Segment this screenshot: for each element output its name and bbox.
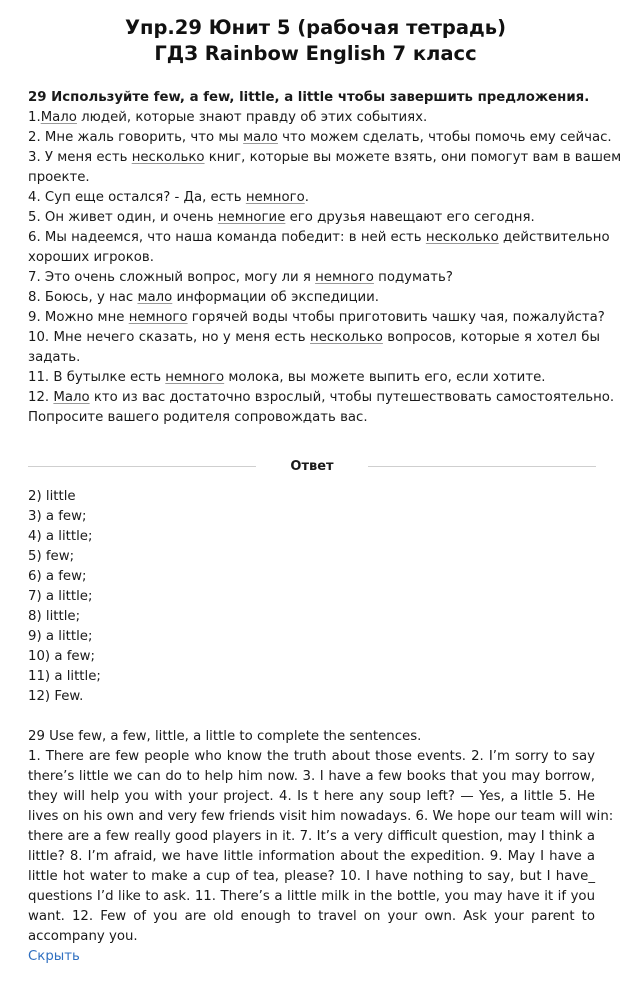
task-russian (28, 88, 622, 428)
answer-item: 11) a little; (28, 669, 101, 684)
sentence-text: 8. Боюсь, у нас (28, 290, 138, 305)
task-english (28, 727, 614, 947)
divider-rule-right (368, 466, 596, 467)
title-line-1: Упр.29 Юнит 5 (рабочая тетрадь) (124, 16, 507, 39)
task-sentence (28, 368, 600, 388)
english-line: they will help you with your project. 4. Is t here any soup left? — Yes, a little 5. He (28, 789, 595, 804)
english-line: lives on his own and very few friends visit him nowadays. 6. We hope our team will win: (28, 809, 614, 824)
underlined-word: мало (137, 290, 173, 305)
underlined-word: мало (243, 130, 278, 145)
task-sentence (28, 108, 600, 128)
english-line: little hot water to make a cup of tea, please? 10. I have nothing to say, but I have_ (28, 869, 595, 884)
answer-divider (28, 457, 596, 477)
title-line-2: ГДЗ Rainbow English 7 класс (154, 42, 477, 65)
english-heading: 29 Use few, a few, little, a little to complete the sentences. (28, 729, 422, 744)
underlined-word: немного (128, 310, 188, 325)
english-line: 1. There are few people who know the truth about those events. 2. I’m sorry to say (28, 749, 595, 764)
task-sentence (28, 208, 600, 228)
task-sentence (28, 388, 615, 408)
task-sentence (28, 168, 600, 188)
underlined-word: немного (245, 190, 305, 205)
task-sentence (28, 228, 610, 248)
task-sentence (28, 268, 600, 288)
sentence-text: 3. У меня есть (28, 150, 132, 165)
answer-item: 3) a few; (28, 509, 87, 524)
answer-item: 7) a little; (28, 589, 93, 604)
underlined-word: немногие (217, 210, 286, 225)
underlined-word: несколько (310, 330, 383, 345)
underlined-word: Мало (53, 390, 90, 405)
sentence-text: хороших игроков. (28, 250, 154, 265)
english-line: questions I’d like to ask. 11. There’s a little milk in the bottle, you may have it if you (28, 889, 595, 904)
task-sentence (28, 148, 622, 168)
english-line: want. 12. Few of you are old enough to travel on your own. Ask your parent to (28, 909, 595, 924)
sentence-text: 11. В бутылке есть (28, 370, 166, 385)
sentence-text: 2. Мне жаль говорить, что мы (28, 130, 244, 145)
task-sentence (28, 248, 600, 268)
english-line: there are a few really good players in it. 7. It’s a very difficult question, may I think a (28, 829, 595, 844)
underlined-word: несколько (131, 150, 205, 165)
sentence-text: книг, которые вы можете взять, они помогут вам в вашем (204, 150, 622, 165)
english-line: accompany you. (28, 929, 138, 944)
task-sentence (28, 408, 600, 428)
answer-item: 9) a little; (28, 629, 93, 644)
sentence-text: проекте. (28, 170, 90, 185)
answer-item: 8) little; (28, 609, 81, 624)
sentence-text: что можем сделать, чтобы помочь ему сейчас. (277, 130, 612, 145)
sentence-text: 5. Он живет один, и очень (28, 210, 218, 225)
sentence-text: 1. (28, 110, 41, 125)
underlined-word: немного (315, 270, 374, 285)
english-lines (28, 747, 614, 947)
answer-item: 10) a few; (28, 649, 95, 664)
sentence-text: информации об экспедиции. (172, 290, 379, 305)
underlined-word: немного (165, 370, 225, 385)
hide-link[interactable]: Скрыть (28, 949, 80, 964)
answer-item: 2) little (28, 489, 76, 504)
sentence-text: 6. Мы надеемся, что наша команда победит: в ней есть (28, 230, 426, 245)
underlined-word: несколько (425, 230, 499, 245)
sentence-text: 9. Можно мне (28, 310, 129, 325)
sentence-text: кто из вас достаточно взрослый, чтобы путешествовать самостоятельно. (89, 390, 615, 405)
sentence-text: 12. (28, 390, 54, 405)
sentence-text: людей, которые знают правду об этих событиях. (76, 110, 428, 125)
sentence-text: Попросите вашего родителя сопровождать вас. (28, 410, 368, 425)
task-heading: 29 Используйте few, a few, little, a little чтобы завершить предложения. (28, 90, 590, 105)
sentence-text: его друзья навещают его сегодня. (285, 210, 535, 225)
task-sentence (28, 188, 600, 208)
sentence-text: задать. (28, 350, 81, 365)
sentence-text: 7. Это очень сложный вопрос, могу ли я (28, 270, 316, 285)
answer-item: 6) a few; (28, 569, 87, 584)
sentence-text: подумать? (373, 270, 453, 285)
answer-item: 4) a little; (28, 529, 93, 544)
answer-item: 12) Few. (28, 689, 84, 704)
answer-item: 5) few; (28, 549, 75, 564)
task-lines (28, 108, 622, 428)
sentence-text: действительно (498, 230, 610, 245)
task-sentence (28, 128, 612, 148)
sentence-text: . (304, 190, 309, 205)
sentence-text: вопросов, которые я хотел бы (382, 330, 600, 345)
task-sentence (28, 308, 605, 328)
english-line: little? 8. I’m afraid, we have little information about the expedition. 9. May I have a (28, 849, 595, 864)
sentence-text: молока, вы можете выпить его, если хотите. (224, 370, 546, 385)
sentence-text: 4. Суп еще остался? - Да, есть (28, 190, 246, 205)
task-sentence (28, 328, 600, 348)
answers-list (28, 487, 101, 707)
task-sentence (28, 348, 600, 368)
underlined-word: Мало (40, 110, 77, 125)
answer-label: Ответ (290, 459, 334, 474)
english-line: there’s little we can do to help him now. 3. I have a few books that you may borrow, (28, 769, 595, 784)
sentence-text: горячей воды чтобы приготовить чашку чая, пожалуйста? (187, 310, 605, 325)
task-sentence (28, 288, 600, 308)
page-title (0, 15, 631, 67)
sentence-text: 10. Мне нечего сказать, но у меня есть (28, 330, 311, 345)
